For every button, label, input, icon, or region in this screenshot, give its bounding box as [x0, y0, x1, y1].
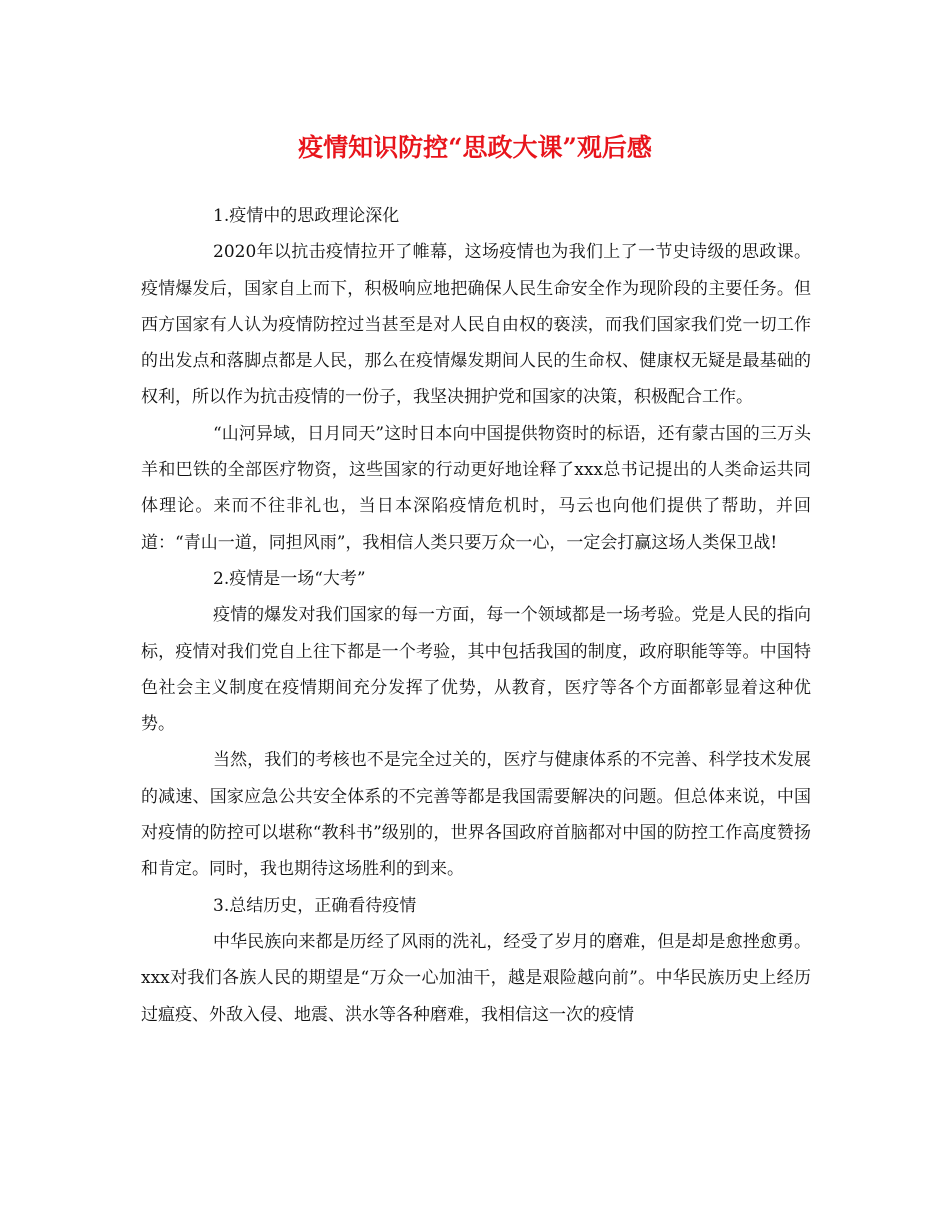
section-heading-2: 2.疫情是一场“大考” — [213, 568, 366, 589]
document-body — [141, 198, 811, 1033]
paragraph: 2020年以抗击疫情拉开了帷幕，这场疫情也为我们上了一节史诗级的思政课。疫情爆发后，国家自上而下，积极响应地把确保人民生命安全作为现阶段的主要任务。但西方国家有人认为疫情防控过当甚至是对人民自由权的亵渎，而我们国家我们党一切工作的出发点和落脚点都是人民，那么在疫情爆发期间人民的生命权、健康权无疑是最基础的权利，所以作为抗击疫情的一份子，我坚决拥护党和国家的决策，积极配合工作。 — [141, 242, 811, 408]
paragraph: “山河异域，日月同天”这时日本向中国提供物资时的标语，还有蒙古国的三万头羊和巴铁的全部医疗物资，这些国家的行动更好地诠释了xxx总书记提出的人类命运共同体理论。来而不往非礼也，当日本深陷疫情危机时，马云也向他们提供了帮助，并回道：“青山一道，同担风雨”，我相信人类只要万众一心，一定会打赢这场人类保卫战! — [141, 423, 811, 553]
section-heading-1: 1.疫情中的思政理论深化 — [213, 206, 400, 226]
document-title: 疫情知识防控“思政大课”观后感 — [298, 133, 652, 162]
paragraph: 疫情的爆发对我们国家的每一方面，每一个领域都是一场考验。党是人民的指向标，疫情对我们党自上往下都是一个考验，其中包括我国的制度，政府职能等等。中国特色社会主义制度在疫情期间充分发挥了优势，从教育，医疗等各个方面都彰显着这种优势。 — [141, 605, 811, 735]
section-heading-3: 3.总结历史，正确看待疫情 — [213, 895, 417, 916]
paragraph: 当然，我们的考核也不是完全过关的，医疗与健康体系的不完善、科学技术发展的减速、国家应急公共安全体系的不完善等都是我国需要解决的问题。但总体来说，中国对疫情的防控可以堪称“教科书”级别的，世界各国政府首脑都对中国的防控工作高度赞扬和肯定。同时，我也期待这场胜利的到来。 — [141, 750, 811, 880]
paragraph: 中华民族向来都是历经了风雨的洗礼，经受了岁月的磨难，但是却是愈挫愈勇。xxx对我们各族人民的期望是“万众一心加油干，越是艰险越向前”。中华民族历史上经历过瘟疫、外敌入侵、地震、洪水等各种磨难，我相信这一次的疫情 — [141, 931, 811, 1025]
